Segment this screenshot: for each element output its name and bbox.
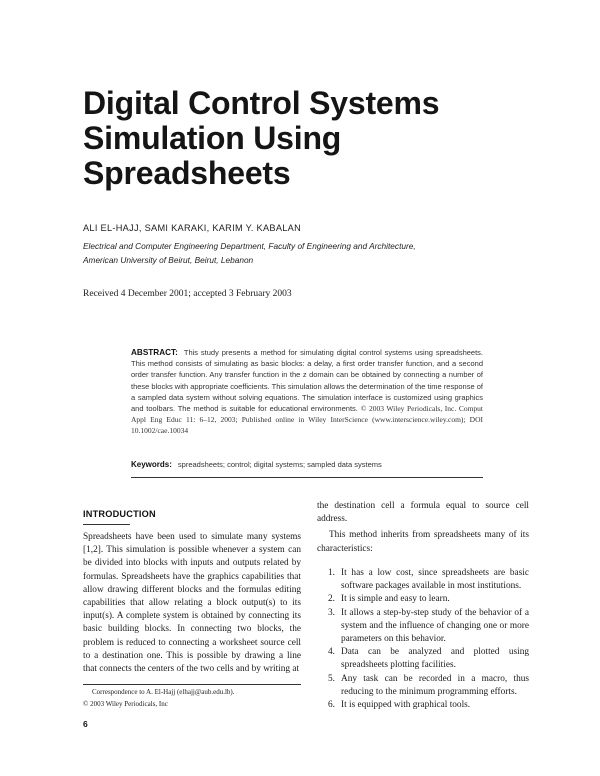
list-item [328,567,529,593]
characteristics-list-wrapper [328,567,529,712]
list-number: 5. [328,673,335,684]
abstract-block [131,347,483,437]
received-dates: Received 4 December 2001; accepted 3 February 2003 [83,289,292,299]
title-line: Simulation Using [83,120,342,156]
title-line: Spreadsheets [83,155,291,191]
list-text: Data can be analyzed and plotted using spreadsheets plotting facilities. [341,647,529,671]
list-number: 4. [328,647,335,658]
list-text: It is simple and easy to learn. [341,594,450,605]
left-column [83,531,301,676]
list-number: 2. [328,594,335,605]
heading-rule [83,524,130,525]
continued-paragraph: the destination cell a formula equal to source cell address. [317,501,529,525]
list-number: 6. [328,700,335,711]
list-text: It is equipped with graphical tools. [341,700,471,711]
article-title [83,86,543,191]
affiliation-line: Electrical and Computer Engineering Department, Faculty of Engineering and Architecture, [83,241,416,251]
abstract-divider [131,477,483,478]
list-text: It allows a step-by-step study of the behavior of a system and the influence of changing one or more parameters on this behavior. [341,607,529,645]
affiliation [83,240,513,267]
title-line: Digital Control Systems [83,85,440,121]
list-text: Any task can be recorded in a macro, thus reducing to the minimum programming efforts. [341,673,529,697]
intro-paragraph: Spreadsheets have been used to simulate many systems [1,2]. This simulation is possible whenever a system can be divided into blocks with inputs and outputs related by formulas. Spreadsheets have the graphics capabilities that allow drawing different blocks and the formulas editing capabilities that allow relating a block output(s) to its input(s). A complete system is obtained by connecting its basic building blocks. In connecting two blocks, the problem is reduced to connecting a worksheet source cell to a destination one. This is possible by drawing a line that connects the centers of the two cells and by writing at [83,532,301,675]
list-number: 1. [328,568,335,578]
abstract-body: This study presents a method for simulating digital control systems using spreadsheets. This method consists of simulating as basic blocks: a delay, a first order transfer function, and a second order transfer function. Any transfer function in the z domain can be obtained by connecting a number of these blocks with appropriate coefficients. This simulation allows the determination of the time response of a sampled data system without solving equations. The simulation interface is customized using graphics and toolbars. The method is suitable for educational environments. [131,348,483,414]
page-number: 6 [83,719,88,729]
list-item [328,607,529,647]
characteristics-list [328,567,529,712]
keywords-label: Keywords: [131,460,172,469]
characteristics-intro: This method inherits from spreadsheets many of its characteristics: [317,530,529,554]
copyright-note: © 2003 Wiley Periodicals, Inc [83,700,168,708]
correspondence-note: Correspondence to A. El-Hajj (elhajj@aub.edu.lb). [92,688,235,696]
section-heading: INTRODUCTION [83,509,156,519]
author-list: ALI EL-HAJJ, SAMI KARAKI, KARIM Y. KABALAN [83,223,302,233]
list-item [328,699,529,712]
keywords-line [131,460,483,469]
affiliation-line: American University of Beirut, Beirut, Lebanon [83,254,254,265]
list-item [328,673,529,699]
right-column [317,500,529,556]
keywords-text: spreadsheets; control; digital systems; sampled data systems [177,460,382,469]
list-item [328,593,529,606]
footnote-rule [83,684,301,685]
abstract-citation: © 2003 Wiley Periodicals, Inc. Comput Appl Eng Educ 11: 6–12, 2003; Published online in Wiley InterScience (www.interscience.wiley.com); DOI 10.1002/cae.10034 [131,404,483,436]
list-number: 3. [328,607,335,618]
abstract-label: ABSTRACT: [131,348,178,357]
list-item [328,646,529,672]
list-text: It has a low cost, since spreadsheets are basic software packages available in most institutions. [341,568,529,592]
